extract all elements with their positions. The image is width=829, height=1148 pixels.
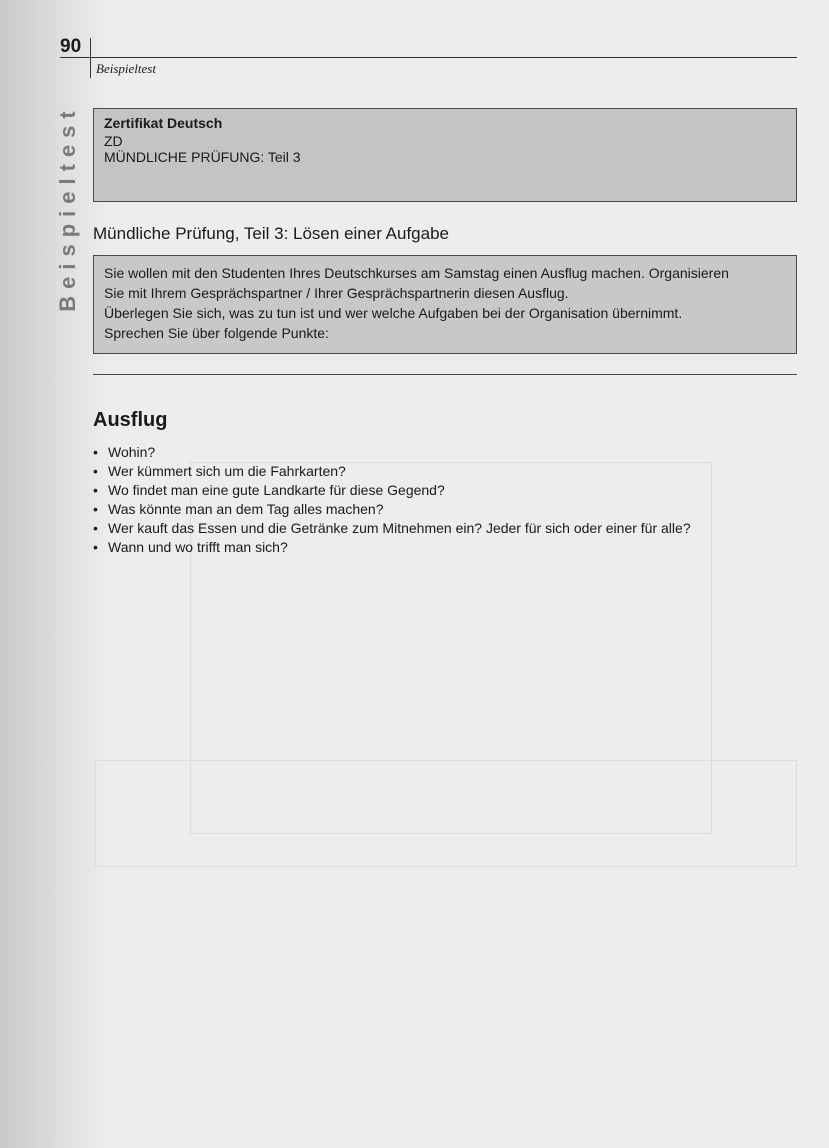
bullet-icon: • bbox=[93, 520, 98, 536]
exam-title: Zertifikat Deutsch bbox=[104, 115, 223, 131]
list-item bbox=[93, 443, 691, 462]
point-text: Wer kümmert sich um die Fahrkarten? bbox=[108, 463, 346, 479]
list-item bbox=[93, 481, 691, 500]
section-separator bbox=[93, 374, 797, 375]
page-number: 90 bbox=[60, 36, 82, 57]
running-head: Beispieltest bbox=[96, 61, 156, 76]
topic-title: Ausflug bbox=[93, 409, 168, 431]
section-heading: Mündliche Prüfung, Teil 3: Lösen einer Aufgabe bbox=[93, 224, 449, 243]
point-text: Wo findet man eine gute Landkarte für diese Gegend? bbox=[108, 482, 445, 498]
list-item bbox=[93, 462, 691, 481]
bullet-icon: • bbox=[93, 482, 98, 498]
point-text: Wohin? bbox=[108, 444, 156, 460]
discussion-points-list bbox=[93, 443, 691, 557]
exam-part: MÜNDLICHE PRÜFUNG: Teil 3 bbox=[104, 149, 301, 165]
bullet-icon: • bbox=[93, 444, 98, 460]
show-through-box bbox=[95, 760, 797, 867]
task-instructions-box bbox=[93, 255, 797, 354]
header-divider-vertical bbox=[90, 38, 91, 78]
task-line: Sprechen Sie über folgende Punkte: bbox=[104, 325, 329, 341]
header-rule bbox=[60, 57, 797, 58]
bullet-icon: • bbox=[93, 463, 98, 479]
side-label: Beispieltest bbox=[55, 104, 80, 312]
list-item bbox=[93, 519, 691, 538]
exam-code: ZD bbox=[104, 133, 123, 149]
list-item bbox=[93, 538, 691, 557]
task-line: Überlegen Sie sich, was zu tun ist und wer welche Aufgaben bei der Organisation übernimmt. bbox=[104, 305, 683, 321]
point-text: Was könnte man an dem Tag alles machen? bbox=[108, 501, 384, 517]
exam-info-box bbox=[93, 108, 797, 202]
bullet-icon: • bbox=[93, 539, 98, 555]
point-text: Wann und wo trifft man sich? bbox=[108, 539, 288, 555]
list-item bbox=[93, 500, 691, 519]
task-line: Sie mit Ihrem Gesprächspartner / Ihrer Gesprächspartnerin diesen Ausflug. bbox=[104, 285, 569, 301]
task-line: Sie wollen mit den Studenten Ihres Deutschkurses am Samstag einen Ausflug machen. Organisieren bbox=[104, 265, 729, 281]
bullet-icon: • bbox=[93, 501, 98, 517]
point-text: Wer kauft das Essen und die Getränke zum Mitnehmen ein? Jeder für sich oder einer für alle? bbox=[108, 520, 691, 536]
